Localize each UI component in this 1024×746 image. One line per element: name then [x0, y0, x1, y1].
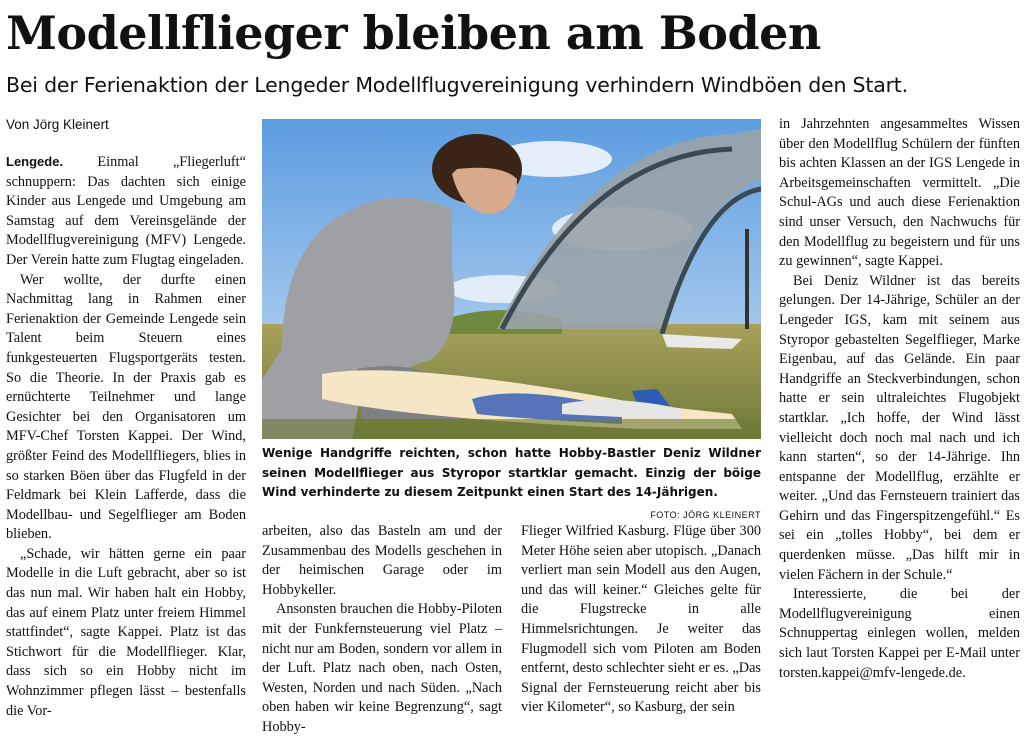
article-photo	[262, 119, 761, 439]
headline: Modellflieger bleiben am Boden	[6, 6, 821, 60]
subheadline: Bei der Ferienaktion der Lengeder Modellflugvereinigung verhindern Windböen den Start.	[6, 73, 908, 97]
paragraph: in Jahrzehnten angesammeltes Wissen über den Modellflug Schülern der fünften bis achten Klassen an der IGS Lengede in Arbeitsgemeinschaften vermittelt. „Die Schul-AGs und auch diese Ferienaktion sind unser Versuch, den Nachwuchs für den Modellflug zu begeistern und für uns zu gewinnen“, sagte Kappei.	[779, 116, 1020, 270]
paragraph: Ansonsten brauchen die Hobby-Piloten mit der Funkfernsteuerung viel Platz – nicht nur am Boden, sondern vor allem in der Luft. Platz nach oben, nach Osten, Westen, Norden und nach Süden. „Nach oben haben wir keine Begrenzung“, sagt Hobby-	[262, 601, 502, 735]
paragraph: Wer wollte, der durfte einen Nachmittag lang in Rahmen einer Ferienaktion der Gemeinde Lengede sein Talent beim Steuern eines funkgesteuerten Flugsportgeräts testen. So die Theorie. In der Praxis gab es ernüchterte Teilnehmer und lange Gesichter bei den Organisatoren um MFV-Chef Torsten Kappei. Der Wind, größter Feind des Modellfliegers, blies in so starken Böen über das Flugfeld in der Feldmark bei Klein Lafferde, dass die Modellbau- und Segelflieger am Boden blieben.	[6, 271, 246, 543]
paragraph-text: Einmal „Fliegerluft“ schnuppern: Das dachten sich einige Kinder aus Lengede und Umgebung am Samstag auf dem Vereinsgelände der Modellflugvereinigung (MFV) Lengede. Der Verein hatte zum Flugtag eingeladen.	[6, 154, 246, 268]
dateline: Lengede.	[6, 154, 64, 169]
article-column-1	[6, 152, 246, 737]
photo-boy-with-model-glider	[262, 119, 761, 439]
photo-caption	[262, 444, 761, 520]
caption-text: Wenige Handgriffe reichten, schon hatte Hobby-Bastler Deniz Wildner seinen Modellflieger aus Styropor startklar gemacht. Einzig der böige Wind verhinderte zu diesem Zeitpunkt einen Start des 14-Jährigen.	[262, 446, 761, 499]
article-column-2	[262, 522, 502, 737]
article-column-3	[521, 522, 761, 737]
paragraph: Interessierte, die bei der Modellflugvereinigung einen Schnuppertag einlegen wollen, melden sich laut Torsten Kappei per E-Mail unter torsten.kappei@mfv-lengede.de.	[779, 586, 1020, 681]
paragraph: Flieger Wilfried Kasburg. Flüge über 300 Meter Höhe seien aber utopisch. „Danach verliert man sein Modell aus den Augen, und das will keiner.“ Gleiches gelte für die Flugstrecke in alle Himmelsrichtungen. Je weiter das Flugmodell sich vom Piloten am Boden entfernt, desto schlechter sieht er es. „Das Signal der Fernsteuerung reicht aber bis vier Kilometer“, so Kasburg, der sein	[521, 523, 761, 716]
paragraph: „Schade, wir hätten gerne ein paar Modelle in die Luft gebracht, aber so ist das nun mal. Wir haben halt ein Hobby, das auf einem Platz unter freiem Himmel stattfindet“, sagte Kappei. Platz ist das Stichwort für die Modellflieger. Klar, dass sich so ein Hobby nicht im Wohnzimmer pflegen lässt – bestenfalls die Vor-	[6, 545, 246, 719]
article-column-4	[779, 115, 1020, 737]
paragraph	[6, 152, 246, 271]
paragraph: Bei Deniz Wildner ist das bereits gelungen. Der 14-Jährige, Schüler an der Lengeder IGS, kam mit seinem aus Styropor gebastelten Segelflieger, Marke Eigenbau, auf das Gelände. Ein paar Handgriffe an Steckverbindungen, schon hatte er sein ultraleichtes Flugobjekt startklar. „Ich hoffe, der Wind lässt vielleicht doch noch mal nach und ich kann starten“, so der 14-Jährige. Ihn entspanne der Modellflug, erzählte er weiter. „Und das Fernsteuern trainiert das Gehirn und das Fingerspitzengefühl.“ Es sei ein „tolles Hobby“, bei dem er querdenken müsse. „Das hilft mir in vielen Fächern in der Schule.“	[779, 272, 1020, 583]
byline: Von Jörg Kleinert	[6, 117, 109, 132]
photo-credit: FOTO: JÖRG KLEINERT	[650, 509, 761, 520]
paragraph: arbeiten, also das Basteln am und der Zusammenbau des Modells geschehen in der heimischen Garage oder im Hobbykeller.	[262, 523, 502, 598]
